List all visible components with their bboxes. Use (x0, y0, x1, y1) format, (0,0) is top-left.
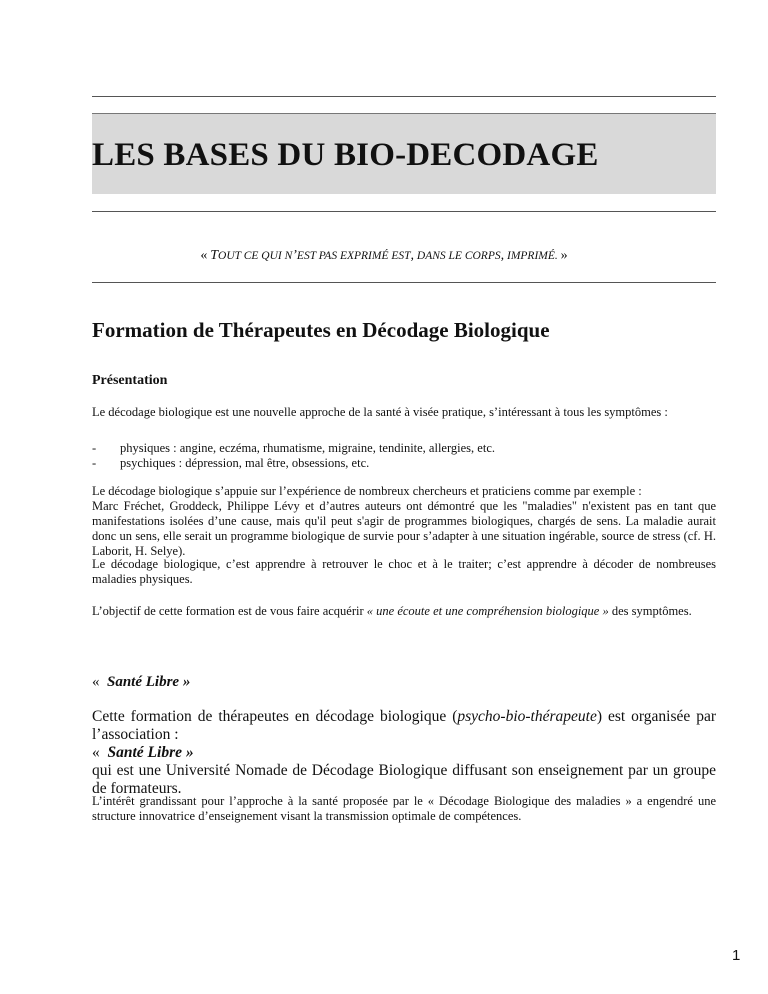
quote-t4: DANS LE CORPS (414, 250, 501, 262)
epigraph-quote (0, 248, 768, 264)
title-bottom-rule (92, 211, 716, 212)
paragraph-researchers: Marc Fréchet, Groddeck, Philippe Lévy et d’autres auteurs ont démontré que les "maladies" n'existent pas en tant que manifestations isolées d’une cause, mais qu'il peut s'agir de programmes biologiques, chargés de sens. La maladie aurait donc un sens, elle serait un programme biologique de survie pour s’adapter à une situation ingérable, source de stress (cf. H. Laborit, H. Selye). (92, 499, 716, 558)
paragraph-interest: L’intérêt grandissant pour l’approche à la santé proposée par le « Décodage Biologique des maladies » a engendré une structure innovatrice d’enseignement visant la transmission optimale de compétences. (92, 794, 716, 823)
quote-apos: ’ (292, 248, 297, 263)
paragraph-researchers-intro: Le décodage biologique s’appuie sur l’expérience de nombreux chercheurs et praticiens comme par exemple : (92, 484, 642, 498)
presentation-heading: Présentation (92, 373, 168, 388)
subheading-block (92, 373, 716, 389)
intro-paragraph: Le décodage biologique est une nouvelle approche de la santé à visée pratique, s’intéressant à tous les symptômes : (92, 405, 668, 419)
title-banner (92, 113, 716, 194)
quote-open: « (200, 248, 208, 263)
paragraph-organisation (92, 708, 716, 798)
objective-italic: « une écoute et une compréhension biologique » (366, 604, 609, 618)
quote-comma2: , (500, 248, 505, 263)
symptom-list-block (92, 441, 716, 471)
paragraph-objective (92, 604, 716, 619)
objective-text-a: L’objectif de cette formation est de vous faire acquérir (92, 604, 364, 618)
sante-title-block (92, 675, 716, 690)
sante-title-name: Santé Libre » (107, 674, 191, 690)
list-item: - psychiques : dépression, mal être, obsessions, etc. (92, 456, 716, 471)
paragraph-decoding: Le décodage biologique, c’est apprendre à retrouver le choc et à le traiter; c’est apprendre à décoder de nombreuses maladies physiques. (92, 557, 716, 586)
top-rule (92, 96, 716, 97)
para2-block (92, 484, 716, 559)
org-text-c: qui est une Université Nomade de Décodage Biologique diffusant son enseignement par un groupe de formateurs. (92, 762, 716, 797)
quote-close: » (560, 248, 568, 263)
quote-t5: IMPRIMÉ. (504, 250, 558, 262)
list-item: - physiques : angine, eczéma, rhumatisme, migraine, tendinite, allergies, etc. (92, 441, 716, 456)
sante-para2-block (92, 794, 716, 824)
sante-title-open: « (92, 674, 100, 690)
quote-comma1: , (410, 248, 415, 263)
org-open: « (92, 744, 100, 761)
quote-t1: T (210, 248, 219, 263)
symptom-list (92, 441, 716, 471)
document-title: LES BASES DU BIO-DECODAGE (92, 137, 599, 173)
page-number: 1 (732, 947, 741, 964)
quote-t2: OUT CE QUI N (218, 250, 293, 262)
quote-bottom-rule (92, 282, 716, 283)
org-italic: psycho-bio-thérapeute (457, 708, 597, 725)
para3-block (92, 557, 716, 587)
sante-libre-heading (92, 675, 716, 690)
org-text-a: Cette formation de thérapeutes en décodage biologique ( (92, 708, 458, 725)
objective-text-b: des symptômes. (611, 604, 692, 618)
intro-block (92, 405, 716, 420)
para4-block (92, 604, 716, 619)
sante-para1-block (92, 708, 716, 798)
section-heading-block (92, 318, 716, 343)
quote-t3: EST PAS EXPRIMÉ EST (296, 250, 411, 262)
org-text-b: ) est organisée par l’association : (92, 708, 717, 743)
section-heading: Formation de Thérapeutes en Décodage Biologique (92, 318, 550, 342)
org-name: Santé Libre » (107, 744, 194, 761)
